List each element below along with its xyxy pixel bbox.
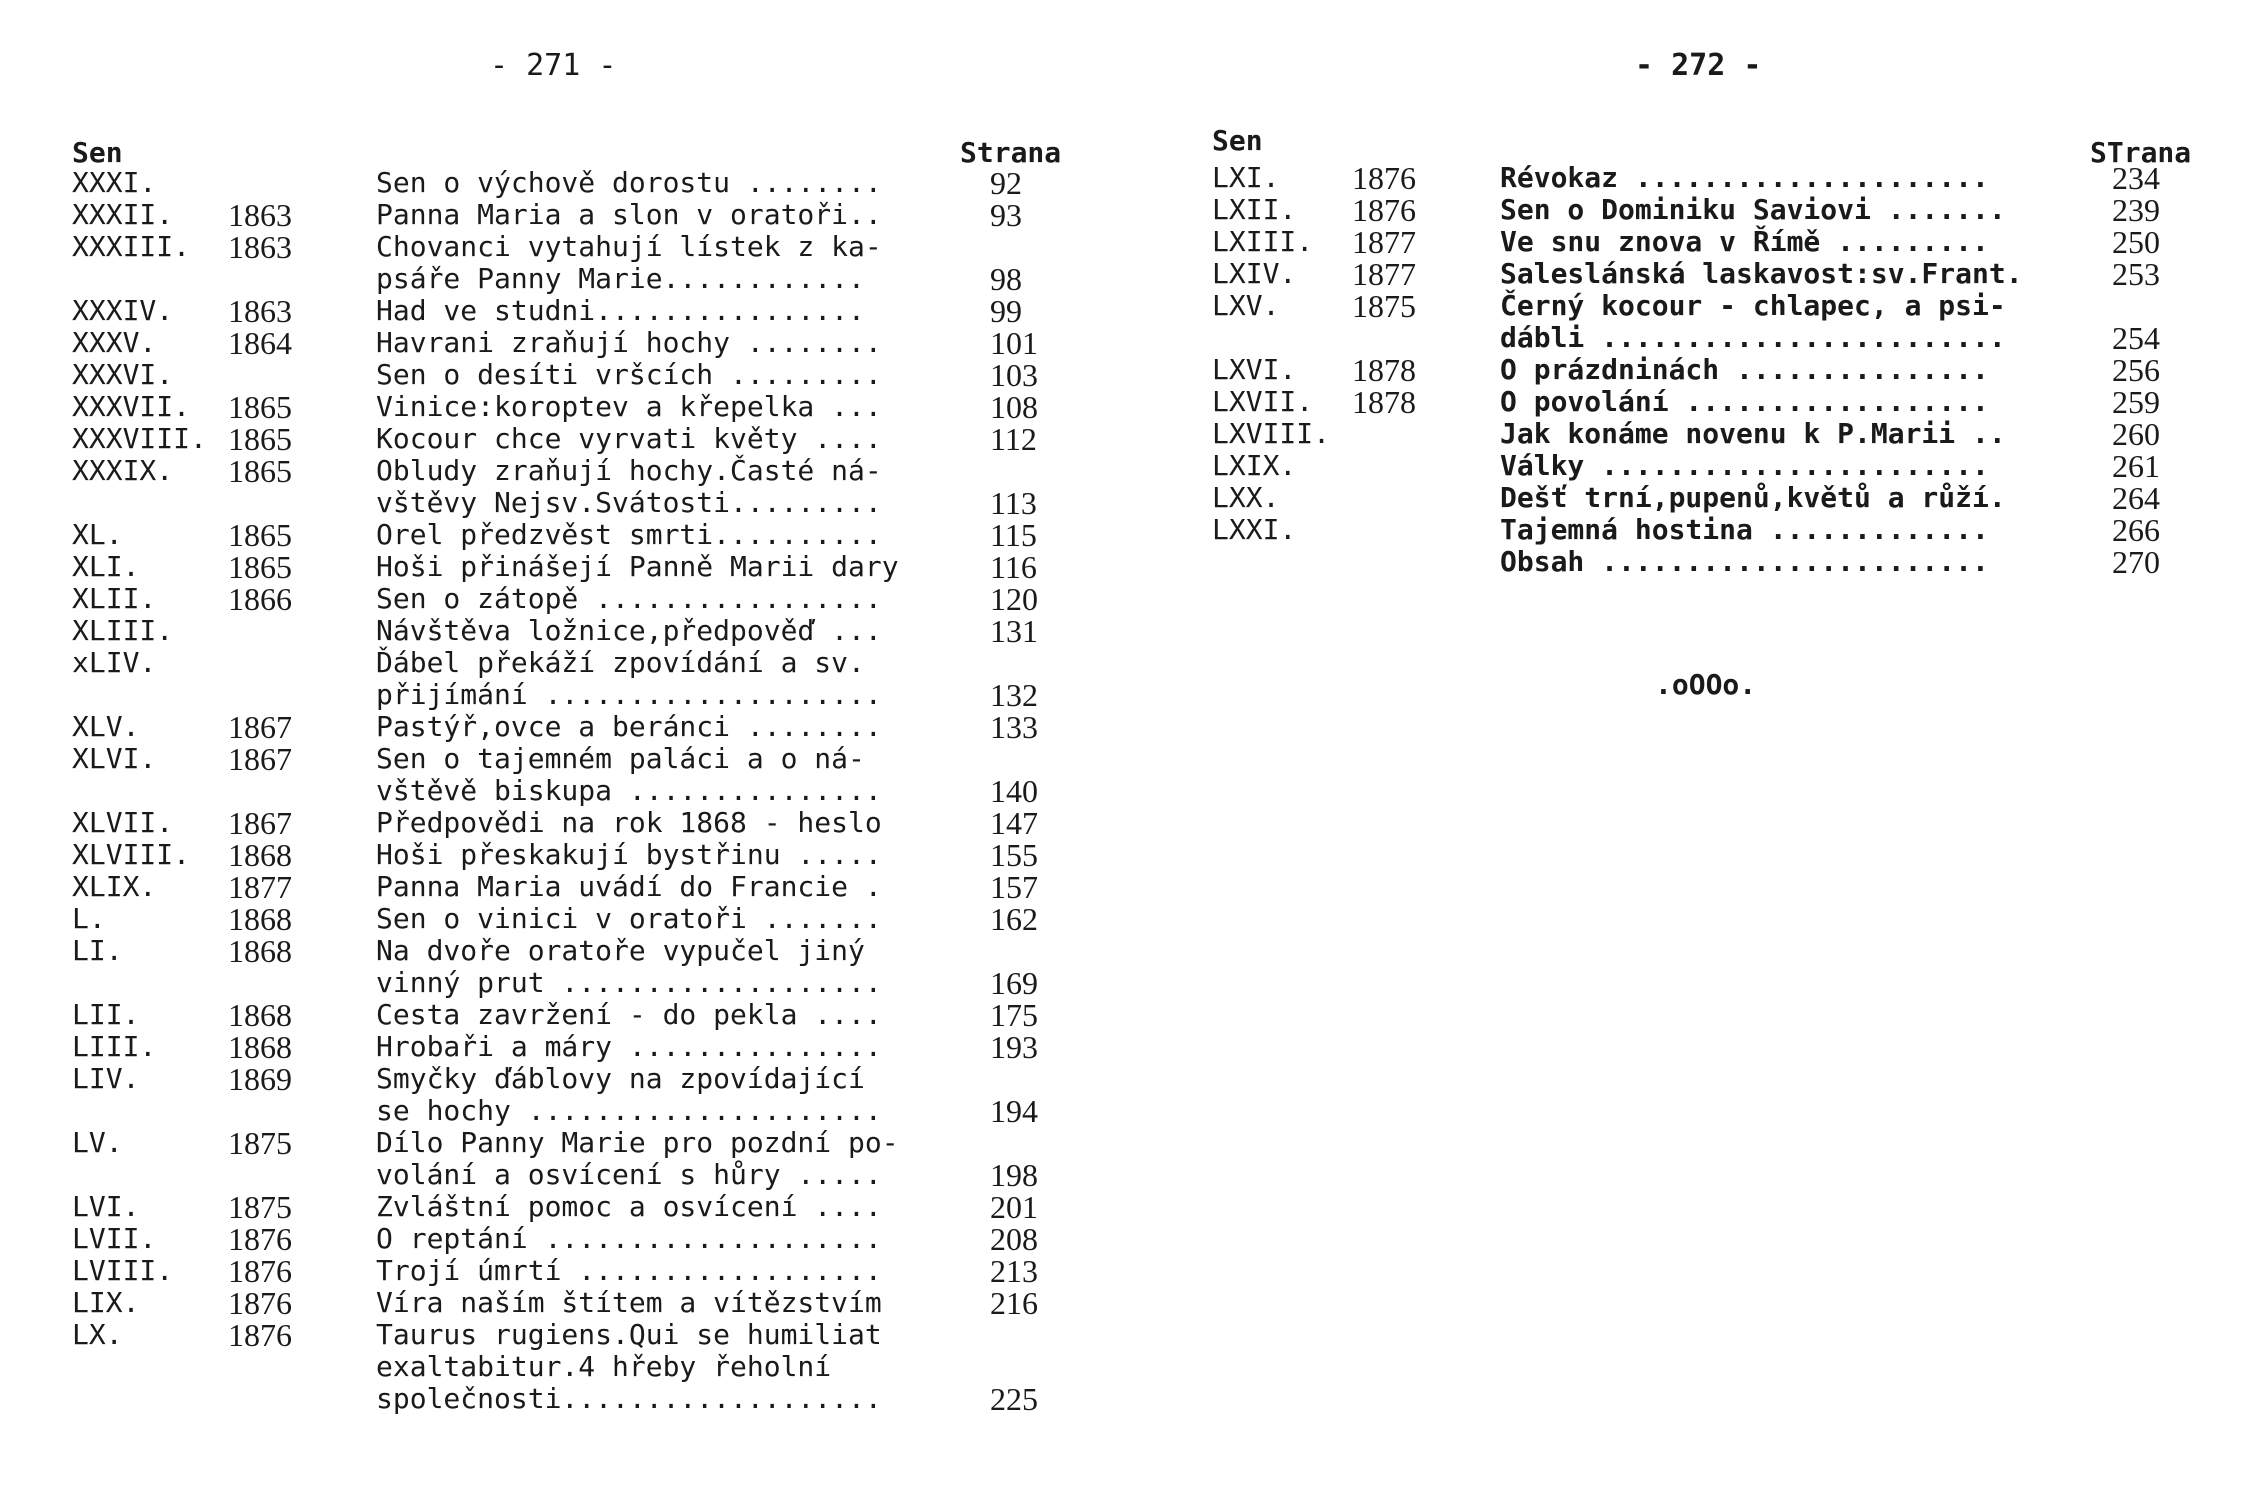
dream-year: 1869 xyxy=(228,1061,292,1097)
dream-year: 1876 xyxy=(228,1285,292,1321)
dream-title: Sen o vinici v oratoři ....... xyxy=(376,902,882,935)
dream-title: O prázdninách ............... xyxy=(1500,353,1989,386)
toc-entry xyxy=(1130,258,2260,290)
dream-number: LXX. xyxy=(1212,481,1280,514)
dream-year: 1863 xyxy=(228,293,292,329)
page-number: - 272 - xyxy=(1635,48,1762,83)
dream-title: Černý kocour - chlapec, a psi- xyxy=(1500,289,2006,322)
dream-number: XL. xyxy=(72,518,123,551)
dream-title: Révokaz ..................... xyxy=(1500,161,1989,194)
dream-year: 1867 xyxy=(228,741,292,777)
dream-number: LXIV. xyxy=(1212,257,1297,290)
dream-number: XLVI. xyxy=(72,742,157,775)
dream-number: LXI. xyxy=(1212,161,1280,194)
dream-number: XXXIII. xyxy=(72,230,191,263)
page-ref: 93 xyxy=(990,197,1022,233)
dream-title: Hrobaři a máry ............... xyxy=(376,1030,882,1063)
dream-number: LXXI. xyxy=(1212,513,1297,546)
dream-year: 1863 xyxy=(228,197,292,233)
dream-title: přijímání .................... xyxy=(376,678,882,711)
page-ref: 175 xyxy=(990,997,1038,1033)
toc-entry xyxy=(1130,226,2260,258)
toc-entry xyxy=(1130,162,2260,194)
dream-year: 1868 xyxy=(228,997,292,1033)
dream-title: Sen o tajemném paláci a o ná- xyxy=(376,742,865,775)
dream-title: se hochy ..................... xyxy=(376,1094,882,1127)
dream-year: 1867 xyxy=(228,709,292,745)
toc-entry xyxy=(0,839,1130,871)
dream-number: LVI. xyxy=(72,1190,140,1223)
page-ref: 213 xyxy=(990,1253,1038,1289)
page-ref: 198 xyxy=(990,1157,1038,1193)
dream-number: LXVII. xyxy=(1212,385,1314,418)
dream-title: Dílo Panny Marie pro pozdní po- xyxy=(376,1126,899,1159)
dream-title: O povolání .................. xyxy=(1500,385,1989,418)
toc-entry xyxy=(1130,546,2260,578)
dream-title: Pastýř,ovce a beránci ........ xyxy=(376,710,882,743)
page-ref: 140 xyxy=(990,773,1038,809)
toc-entry xyxy=(0,999,1130,1031)
page-ref: 131 xyxy=(990,613,1038,649)
dream-year: 1868 xyxy=(228,933,292,969)
dream-year: 1865 xyxy=(228,453,292,489)
page-ref: 112 xyxy=(990,421,1037,457)
dream-year: 1865 xyxy=(228,517,292,553)
toc-entry xyxy=(0,455,1130,487)
toc-entry xyxy=(0,1191,1130,1223)
toc-entry xyxy=(0,1223,1130,1255)
dream-year: 1876 xyxy=(1352,192,1416,228)
dream-title: Sen o Dominiku Saviovi ....... xyxy=(1500,193,2006,226)
dream-year: 1875 xyxy=(228,1125,292,1161)
toc-entry xyxy=(1130,322,2260,354)
dream-number: LIV. xyxy=(72,1062,140,1095)
page-ref: 193 xyxy=(990,1029,1038,1065)
toc-entry xyxy=(0,1255,1130,1287)
toc-entry xyxy=(0,1127,1130,1159)
page-ref: 254 xyxy=(2112,320,2160,356)
dream-title: Sen o zátopě ................. xyxy=(376,582,882,615)
dream-number: XXXI. xyxy=(72,166,157,199)
contents-list xyxy=(1130,162,2260,578)
toc-entry xyxy=(0,391,1130,423)
dream-number: LXII. xyxy=(1212,193,1297,226)
toc-entry xyxy=(1130,418,2260,450)
dream-number: LIX. xyxy=(72,1286,140,1319)
dream-title: Smyčky ďáblovy na zpovídající xyxy=(376,1062,865,1095)
toc-entry xyxy=(1130,354,2260,386)
page-ref: 108 xyxy=(990,389,1038,425)
toc-entry xyxy=(0,359,1130,391)
dream-number: XXXIX. xyxy=(72,454,174,487)
dream-number: xLIV. xyxy=(72,646,157,679)
toc-entry xyxy=(0,1095,1130,1127)
page-ref: 103 xyxy=(990,357,1038,393)
dream-year: 1877 xyxy=(228,869,292,905)
page-ref: 239 xyxy=(2112,192,2160,228)
dream-number: L. xyxy=(72,902,106,935)
dream-title: psáře Panny Marie............ xyxy=(376,262,865,295)
page-ref: 250 xyxy=(2112,224,2160,260)
page-ref: 208 xyxy=(990,1221,1038,1257)
page-ref: 92 xyxy=(990,165,1022,201)
toc-entry xyxy=(0,1319,1130,1351)
dream-title: Havrani zraňují hochy ........ xyxy=(376,326,882,359)
toc-entry xyxy=(0,1383,1130,1415)
column-header-dream: Sen xyxy=(1212,124,1263,157)
toc-entry xyxy=(0,935,1130,967)
toc-entry xyxy=(0,807,1130,839)
dream-title: Obsah ....................... xyxy=(1500,545,1989,578)
toc-entry xyxy=(0,295,1130,327)
toc-entry xyxy=(0,1063,1130,1095)
dream-number: XXXII. xyxy=(72,198,174,231)
toc-entry xyxy=(0,903,1130,935)
dream-year: 1877 xyxy=(1352,224,1416,260)
toc-entry xyxy=(0,551,1130,583)
dream-number: LVIII. xyxy=(72,1254,174,1287)
page-ref: 253 xyxy=(2112,256,2160,292)
toc-entry xyxy=(1130,194,2260,226)
dream-number: LVII. xyxy=(72,1222,157,1255)
dream-title: Zvláštní pomoc a osvícení .... xyxy=(376,1190,882,1223)
dream-number: LXVI. xyxy=(1212,353,1297,386)
toc-entry xyxy=(0,263,1130,295)
toc-entry xyxy=(0,199,1130,231)
dream-year: 1864 xyxy=(228,325,292,361)
page-ref: 115 xyxy=(990,517,1037,553)
toc-entry xyxy=(0,1031,1130,1063)
page-ref: 120 xyxy=(990,581,1038,617)
dream-year: 1866 xyxy=(228,581,292,617)
toc-entry xyxy=(0,871,1130,903)
dream-year: 1863 xyxy=(228,229,292,265)
dream-title: exaltabitur.4 hřeby řeholní xyxy=(376,1350,832,1383)
page-ref: 116 xyxy=(990,549,1037,585)
dream-title: Tajemná hostina ............. xyxy=(1500,513,1989,546)
page-ref: 264 xyxy=(2112,480,2160,516)
column-header-page: STrana xyxy=(2090,136,2192,169)
toc-entry xyxy=(0,167,1130,199)
toc-entry xyxy=(0,1287,1130,1319)
toc-entry xyxy=(0,487,1130,519)
page-ref: 225 xyxy=(990,1381,1038,1417)
dream-year: 1877 xyxy=(1352,256,1416,292)
page-ref: 113 xyxy=(990,485,1037,521)
toc-entry xyxy=(0,327,1130,359)
column-header-page: Strana xyxy=(960,136,1062,169)
page-ref: 155 xyxy=(990,837,1038,873)
toc-entry xyxy=(1130,290,2260,322)
dream-year: 1865 xyxy=(228,421,292,457)
page-ref: 132 xyxy=(990,677,1038,713)
dream-year: 1875 xyxy=(1352,288,1416,324)
dream-year: 1875 xyxy=(228,1189,292,1225)
page-ref: 201 xyxy=(990,1189,1038,1225)
dream-title: Ve snu znova v Římě ......... xyxy=(1500,225,1989,258)
dream-title: Dešť trní,pupenů,květů a růží. xyxy=(1500,481,2006,514)
toc-entry xyxy=(0,775,1130,807)
dream-title: volání a osvícení s hůry ..... xyxy=(376,1158,882,1191)
dream-year: 1867 xyxy=(228,805,292,841)
dream-year: 1876 xyxy=(228,1317,292,1353)
page-ref: 216 xyxy=(990,1285,1038,1321)
dream-number: XXXVII. xyxy=(72,390,191,423)
right-page xyxy=(1130,0,2260,1500)
dream-number: XLI. xyxy=(72,550,140,583)
dream-number: XLII. xyxy=(72,582,157,615)
dream-number: LXIX. xyxy=(1212,449,1297,482)
dream-title: O reptání .................... xyxy=(376,1222,882,1255)
dream-title: Sen o desíti vršcích ......... xyxy=(376,358,882,391)
dream-number: LXIII. xyxy=(1212,225,1314,258)
dream-title: Víra naším štítem a vítězstvím xyxy=(376,1286,882,1319)
page-ref: 133 xyxy=(990,709,1038,745)
dream-year: 1876 xyxy=(228,1221,292,1257)
dream-title: Hoši přinášejí Panně Marii dary xyxy=(376,550,899,583)
dream-number: XLVII. xyxy=(72,806,174,839)
dream-title: Kocour chce vyrvati květy .... xyxy=(376,422,882,455)
dream-number: LI. xyxy=(72,934,123,967)
dream-number: XLVIII. xyxy=(72,838,191,871)
dream-year: 1868 xyxy=(228,1029,292,1065)
end-ornament: .oOOo. xyxy=(1655,668,1757,701)
page-ref: 194 xyxy=(990,1093,1038,1129)
dream-title: Orel předzvěst smrti.......... xyxy=(376,518,882,551)
dream-year: 1865 xyxy=(228,389,292,425)
toc-entry xyxy=(0,231,1130,263)
dream-number: LXV. xyxy=(1212,289,1280,322)
dream-year: 1868 xyxy=(228,837,292,873)
page-ref: 259 xyxy=(2112,384,2160,420)
dream-title: dábli ........................ xyxy=(1500,321,2006,354)
page-ref: 169 xyxy=(990,965,1038,1001)
dream-title: Panna Maria uvádí do Francie . xyxy=(376,870,882,903)
dream-title: společnosti................... xyxy=(376,1382,882,1415)
dream-year: 1878 xyxy=(1352,352,1416,388)
dream-title: Chovanci vytahují lístek z ka- xyxy=(376,230,882,263)
dream-title: vštěvě biskupa ............... xyxy=(376,774,882,807)
page-ref: 234 xyxy=(2112,160,2160,196)
dream-number: XXXVI. xyxy=(72,358,174,391)
dream-year: 1876 xyxy=(228,1253,292,1289)
toc-entry xyxy=(0,583,1130,615)
toc-entry xyxy=(0,647,1130,679)
dream-year: 1865 xyxy=(228,549,292,585)
dream-title: Sen o výchově dorostu ........ xyxy=(376,166,882,199)
dream-title: Obludy zraňují hochy.Časté ná- xyxy=(376,454,882,487)
toc-entry xyxy=(1130,386,2260,418)
dream-title: Návštěva ložnice,předpověď ... xyxy=(376,614,882,647)
dream-number: XLIX. xyxy=(72,870,157,903)
dream-number: XXXVIII. xyxy=(72,422,207,455)
page-ref: 261 xyxy=(2112,448,2160,484)
dream-title: Vinice:koroptev a křepelka ... xyxy=(376,390,882,423)
page-ref: 99 xyxy=(990,293,1022,329)
page-ref: 260 xyxy=(2112,416,2160,452)
page-ref: 157 xyxy=(990,869,1038,905)
page-number: - 271 - xyxy=(490,48,617,83)
column-header-dream: Sen xyxy=(72,136,123,169)
dream-number: XXXV. xyxy=(72,326,157,359)
dream-title: Předpovědi na rok 1868 - heslo xyxy=(376,806,882,839)
dream-number: LII. xyxy=(72,998,140,1031)
toc-entry xyxy=(0,615,1130,647)
toc-entry xyxy=(0,679,1130,711)
dream-title: Had ve studni................ xyxy=(376,294,865,327)
dream-year: 1868 xyxy=(228,901,292,937)
dream-title: vinný prut ................... xyxy=(376,966,882,999)
dream-number: XLV. xyxy=(72,710,140,743)
page-ref: 101 xyxy=(990,325,1038,361)
page-ref: 162 xyxy=(990,901,1038,937)
toc-entry xyxy=(0,1159,1130,1191)
dream-number: LV. xyxy=(72,1126,123,1159)
contents-list xyxy=(0,167,1130,1415)
page-ref: 256 xyxy=(2112,352,2160,388)
dream-title: vštěvy Nejsv.Svátosti......... xyxy=(376,486,882,519)
dream-title: Na dvoře oratoře vypučel jiný xyxy=(376,934,865,967)
dream-number: LXVIII. xyxy=(1212,417,1331,450)
dream-title: Jak konáme novenu k P.Marii .. xyxy=(1500,417,2006,450)
toc-entry xyxy=(0,967,1130,999)
toc-entry xyxy=(0,423,1130,455)
dream-title: Cesta zavržení - do pekla .... xyxy=(376,998,882,1031)
page-ref: 270 xyxy=(2112,544,2160,580)
dream-title: Taurus rugiens.Qui se humiliat xyxy=(376,1318,882,1351)
page-ref: 147 xyxy=(990,805,1038,841)
toc-entry xyxy=(1130,482,2260,514)
dream-year: 1876 xyxy=(1352,160,1416,196)
dream-title: Saleslánská laskavost:sv.Frant. xyxy=(1500,257,2023,290)
toc-entry xyxy=(1130,514,2260,546)
dream-year: 1878 xyxy=(1352,384,1416,420)
page-ref: 98 xyxy=(990,261,1022,297)
dream-number: LIII. xyxy=(72,1030,157,1063)
toc-entry xyxy=(0,519,1130,551)
dream-title: Trojí úmrtí .................. xyxy=(376,1254,882,1287)
toc-entry xyxy=(0,711,1130,743)
page-ref: 266 xyxy=(2112,512,2160,548)
toc-entry xyxy=(0,743,1130,775)
dream-number: XXXIV. xyxy=(72,294,174,327)
dream-title: Panna Maria a slon v oratoři.. xyxy=(376,198,882,231)
dream-number: XLIII. xyxy=(72,614,174,647)
dream-title: Hoši přeskakují bystřinu ..... xyxy=(376,838,882,871)
toc-entry xyxy=(1130,450,2260,482)
dream-number: LX. xyxy=(72,1318,123,1351)
toc-entry xyxy=(0,1351,1130,1383)
dream-title: Války ....................... xyxy=(1500,449,1989,482)
dream-title: Ďábel překáží zpovídání a sv. xyxy=(376,646,865,679)
